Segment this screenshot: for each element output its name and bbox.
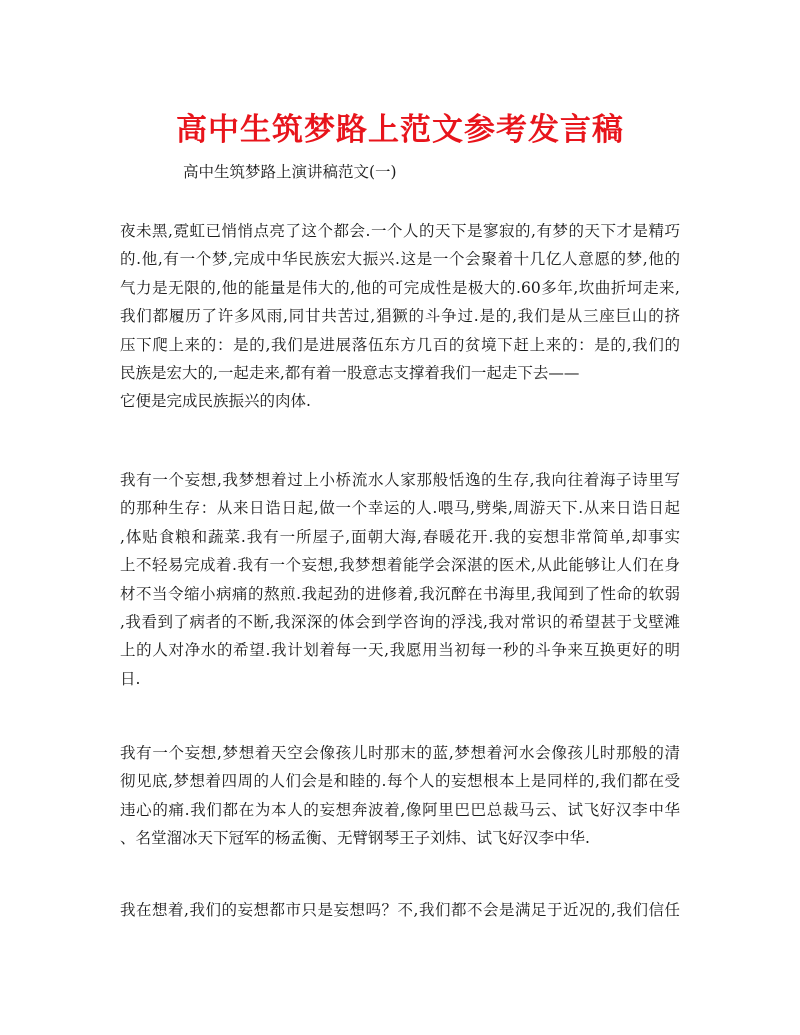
text-line: 材不当令缩小病痛的熬煎.我起劲的进修着,我沉醉在书海里,我闻到了性命的软弱 — [120, 584, 680, 603]
page-subtitle: 高中生筑梦路上演讲稿范文(一) — [183, 163, 397, 181]
text-line: ,我看到了病者的不断,我深深的体会到学咨询的浮浅,我对常识的希望甚于戈壁滩 — [120, 612, 680, 631]
text-line: 气力是无限的,他的能量是伟大的,他的可完成性是极大的.60多年,坎曲折坷走来, — [120, 278, 680, 297]
text-line: 我有一个妄想,我梦想着过上小桥流水人家那般恬逸的生存,我向往着海子诗里写 — [120, 471, 680, 489]
text-line: 、名堂溜冰天下冠军的杨孟衡、无臂钢琴王子刘炜、试飞好汉李中华. — [120, 829, 590, 848]
page-title: 高中生筑梦路上范文参考发言稿 — [176, 112, 624, 148]
text-line: 我们都履历了许多风雨,同甘共苦过,猖獗的斗争过.是的,我们是从三座巨山的挤 — [120, 307, 680, 326]
text-line: 它便是完成民族振兴的肉体. — [120, 392, 311, 411]
text-line: 的那种生存：从来日诰日起,做一个幸运的人.喂马,劈柴,周游天下.从来日诰日起 — [120, 499, 680, 518]
paragraph-4 — [120, 896, 680, 924]
text-line: 压下爬上来的：是的,我们是进展落伍东方几百的贫境下赶上来的：是的,我们的 — [120, 335, 680, 354]
text-line: 违心的痛.我们都在为本人的妄想奔波着,像阿里巴巴总裁马云、试飞好汉李中华 — [120, 800, 680, 819]
paragraph-2 — [120, 466, 680, 693]
paragraph-1 — [120, 217, 680, 416]
text-line: 我在想着,我们的妄想都市只是妄想吗？不,我们都不会是满足于近况的,我们信任 — [120, 901, 680, 919]
text-line: 日. — [120, 669, 141, 688]
text-line: 夜未黑,霓虹已悄悄点亮了这个都会.一个人的天下是寥寂的,有梦的天下才是精巧 — [120, 222, 680, 240]
text-line: ,体贴食粮和蔬菜.我有一所屋子,面朝大海,春暖花开.我的妄想非常简单,却事实 — [120, 527, 680, 546]
text-line: 的.他,有一个梦,完成中华民族宏大振兴.这是一个会聚着十几亿人意愿的梦,他的 — [120, 250, 680, 269]
text-line: 彻见底,梦想着四周的人们会是和睦的.每个人的妄想根本上是同样的,我们都在受 — [120, 772, 680, 791]
text-line: 民族是宏大的,一起走来,都有着一股意志支撑着我们一起走下去—— — [120, 363, 580, 382]
paragraph-3 — [120, 739, 680, 853]
text-line: 我有一个妄想,梦想着天空会像孩儿时那末的蓝,梦想着河水会像孩儿时那般的清 — [120, 744, 680, 762]
text-line: 上的人对净水的希望.我计划着每一天,我愿用当初每一秒的斗争来互换更好的明 — [120, 641, 680, 660]
text-line: 上不轻易完成着.我有一个妄想,我梦想着能学会深湛的医术,从此能够让人们在身 — [120, 556, 680, 575]
